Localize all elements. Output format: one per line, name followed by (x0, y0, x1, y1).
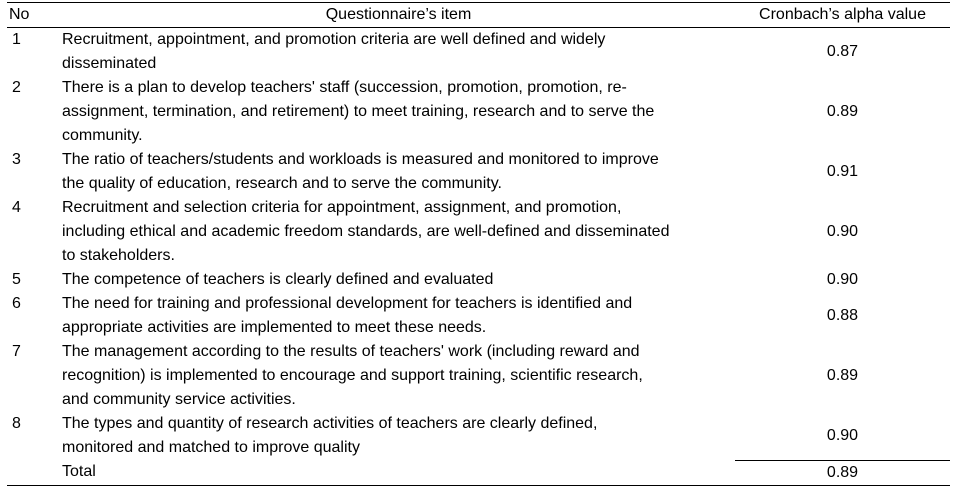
row-item-line: The management according to the results of teachers' work (including reward and (62, 343, 640, 360)
row-item-line: The ratio of teachers/students and workloads is measured and monitored to improve (62, 151, 659, 168)
row-item-line: including ethical and academic freedom standards, are well-defined and disseminated (62, 223, 670, 240)
reliability-table (7, 2, 950, 486)
row-item-line: and community service activities. (62, 391, 296, 408)
table-row (7, 292, 950, 340)
table-row (7, 268, 950, 292)
row-item-text (62, 28, 735, 76)
row-alpha-value: 0.87 (826, 43, 859, 60)
total-alpha: 0.89 (735, 460, 950, 485)
table-row (7, 340, 950, 412)
row-alpha-value: 0.91 (826, 163, 859, 180)
row-item-line: to stakeholders. (62, 247, 175, 264)
row-item-line: The need for training and professional development for teachers is identified and (62, 295, 633, 312)
row-item-line: Recruitment and selection criteria for appointment, assignment, and promotion, (62, 199, 622, 216)
table-body (7, 28, 950, 460)
table-total-row (7, 460, 950, 485)
row-item-line: disseminated (62, 55, 157, 72)
row-number: 8 (12, 415, 21, 432)
header-alpha: Cronbach’s alpha value (759, 6, 926, 23)
row-item-line: The competence of teachers is clearly defined and evaluated (62, 271, 494, 288)
row-item-text (62, 76, 735, 148)
table-row (7, 28, 950, 76)
row-item-text (62, 268, 735, 292)
row-item-line: assignment, termination, and retirement) to meet training, research and to serve the (62, 103, 655, 120)
header-item: Questionnaire’s item (325, 6, 472, 23)
row-item-line: There is a plan to develop teachers' staff (succession, promotion, promotion, re- (62, 79, 627, 96)
row-item-line: Recruitment, appointment, and promotion criteria are well defined and widely (62, 31, 606, 48)
row-item-text (62, 148, 735, 196)
row-item-text (62, 412, 735, 460)
row-item-text (62, 196, 735, 268)
table-header-row (7, 3, 950, 28)
row-number: 6 (12, 295, 21, 312)
table-row (7, 196, 950, 268)
row-number: 4 (12, 199, 21, 216)
row-item-line: community. (62, 127, 143, 144)
row-item-text (62, 292, 735, 340)
table-row (7, 76, 950, 148)
row-alpha-value: 0.88 (826, 307, 859, 324)
row-alpha-value: 0.89 (826, 367, 859, 384)
row-number: 1 (12, 31, 21, 48)
row-item-line: monitored and matched to improve quality (62, 439, 360, 456)
row-number: 3 (12, 151, 21, 168)
total-no-cell (7, 460, 62, 485)
row-item-line: the quality of education, research and to serve the community. (62, 175, 502, 192)
row-number: 2 (12, 79, 21, 96)
row-alpha-value: 0.90 (826, 427, 859, 444)
row-alpha-value: 0.90 (826, 271, 859, 288)
row-alpha-value: 0.90 (826, 223, 859, 240)
header-no: No (9, 6, 30, 23)
row-item-line: appropriate activities are implemented to meet these needs. (62, 319, 487, 336)
row-alpha-value: 0.89 (826, 103, 859, 120)
row-number: 7 (12, 343, 21, 360)
row-item-line: The types and quantity of research activities of teachers are clearly defined, (62, 415, 598, 432)
total-label: Total (62, 463, 96, 480)
row-number: 5 (12, 271, 21, 288)
row-item-text (62, 340, 735, 412)
table-row (7, 412, 950, 460)
row-item-line: recognition) is implemented to encourage and support training, scientific research, (62, 367, 643, 384)
table-row (7, 148, 950, 196)
